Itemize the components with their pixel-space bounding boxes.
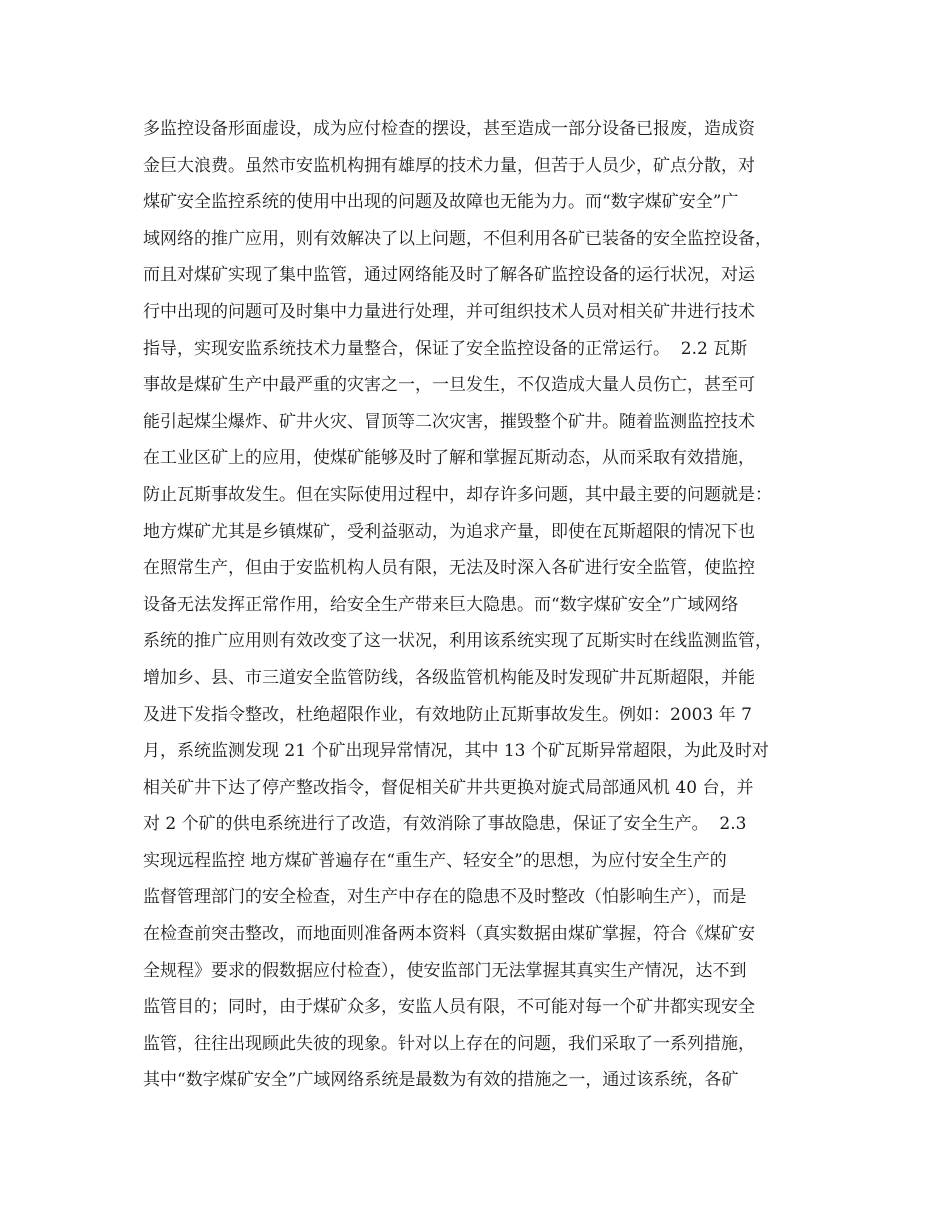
text-line-27: 其中“数字煤矿安全”广域网络系统是最数为有效的措施之一，通过该系统，各矿 xyxy=(143,1070,739,1091)
text-line-19: 相关矿井下达了停产整改指令，督促相关矿井共更换对旋式局部通风机 40 台，并 xyxy=(143,777,754,798)
text-line-2: 金巨大浪费。虽然市安监机构拥有雄厚的技术力量，但苦于人员少，矿点分散，对 xyxy=(143,155,755,176)
text-line-26: 监管，往往出现顾此失彼的现象。针对以上存在的问题，我们采取了一系列措施， xyxy=(143,1033,755,1054)
text-line-9: 能引起煤尘爆炸、矿井火灾、冒顶等二次灾害，摧毁整个矿井。随着监测监控技术 xyxy=(143,411,755,432)
text-line-20: 对 2 个矿的供电系统进行了改造，有效消除了事故隐患，保证了安全生产。 2.3 xyxy=(143,814,747,835)
text-line-23: 在检查前突击整改，而地面则准备两本资料（真实数据由煤矿掌握，符合《煤矿安 xyxy=(143,924,755,945)
text-line-24: 全规程》要求的假数据应付检查），使安监部门无法掌握其真实生产情况，达不到 xyxy=(143,960,747,981)
text-line-13: 在照常生产，但由于安监机构人员有限，无法及时深入各矿进行安全监管，使监控 xyxy=(143,558,755,579)
text-line-14: 设备无法发挥正常作用，给安全生产带来巨大隐患。而“数字煤矿安全”广域网络 xyxy=(143,594,739,615)
text-line-16: 增加乡、县、市三道安全监管防线，各级监管机构能及时发现矿井瓦斯超限，并能 xyxy=(143,667,755,688)
text-line-12: 地方煤矿尤其是乡镇煤矿，受利益驱动，为追求产量，即使在瓦斯超限的情况下也 xyxy=(143,521,755,542)
text-line-3: 煤矿安全监控系统的使用中出现的问题及故障也无能为力。而“数字煤矿安全”广 xyxy=(143,192,739,213)
text-line-7: 指导，实现安监系统技术力量整合，保证了安全监控设备的正常运行。 2.2 瓦斯 xyxy=(143,338,748,359)
text-line-25: 监管目的；同时，由于煤矿众多，安监人员有限，不可能对每一个矿井都实现安全 xyxy=(143,997,755,1018)
text-line-17: 及进下发指令整改，杜绝超限作业，有效地防止瓦斯事故发生。例如：2003 年 7 xyxy=(143,704,752,725)
text-line-18: 月，系统监测发现 21 个矿出现异常情况，其中 13 个矿瓦斯异常超限，为此及时对 xyxy=(143,741,769,762)
text-line-5: 而且对煤矿实现了集中监管，通过网络能及时了解各矿监控设备的运行状况，对运 xyxy=(143,265,755,286)
text-line-10: 在工业区矿上的应用，使煤矿能够及时了解和掌握瓦斯动态，从而采取有效措施， xyxy=(143,448,755,469)
text-line-21: 实现远程监控 地方煤矿普遍存在“重生产、轻安全”的思想，为应付安全生产的 xyxy=(143,850,727,871)
text-line-4: 域网络的推广应用，则有效解决了以上问题，不但利用各矿已装备的安全监控设备， xyxy=(143,228,772,249)
text-line-6: 行中出现的问题可及时集中力量进行处理，并可组织技术人员对相关矿井进行技术 xyxy=(143,301,755,322)
text-line-8: 事故是煤矿生产中最严重的灾害之一，一旦发生，不仅造成大量人员伤亡，甚至可 xyxy=(143,375,755,396)
text-line-11: 防止瓦斯事故发生。但在实际使用过程中，却存许多问题，其中最主要的问题就是： xyxy=(143,484,772,505)
body-text xyxy=(143,111,833,1099)
text-line-22: 监督管理部门的安全检查，对生产中存在的隐患不及时整改（怕影响生产），而是 xyxy=(143,887,747,908)
text-line-15: 系统的推广应用则有效改变了这一状况，利用该系统实现了瓦斯实时在线监测监管， xyxy=(143,631,772,652)
text-line-1: 多监控设备形面虚设，成为应付检查的摆设，甚至造成一部分设备已报废，造成资 xyxy=(143,119,755,139)
